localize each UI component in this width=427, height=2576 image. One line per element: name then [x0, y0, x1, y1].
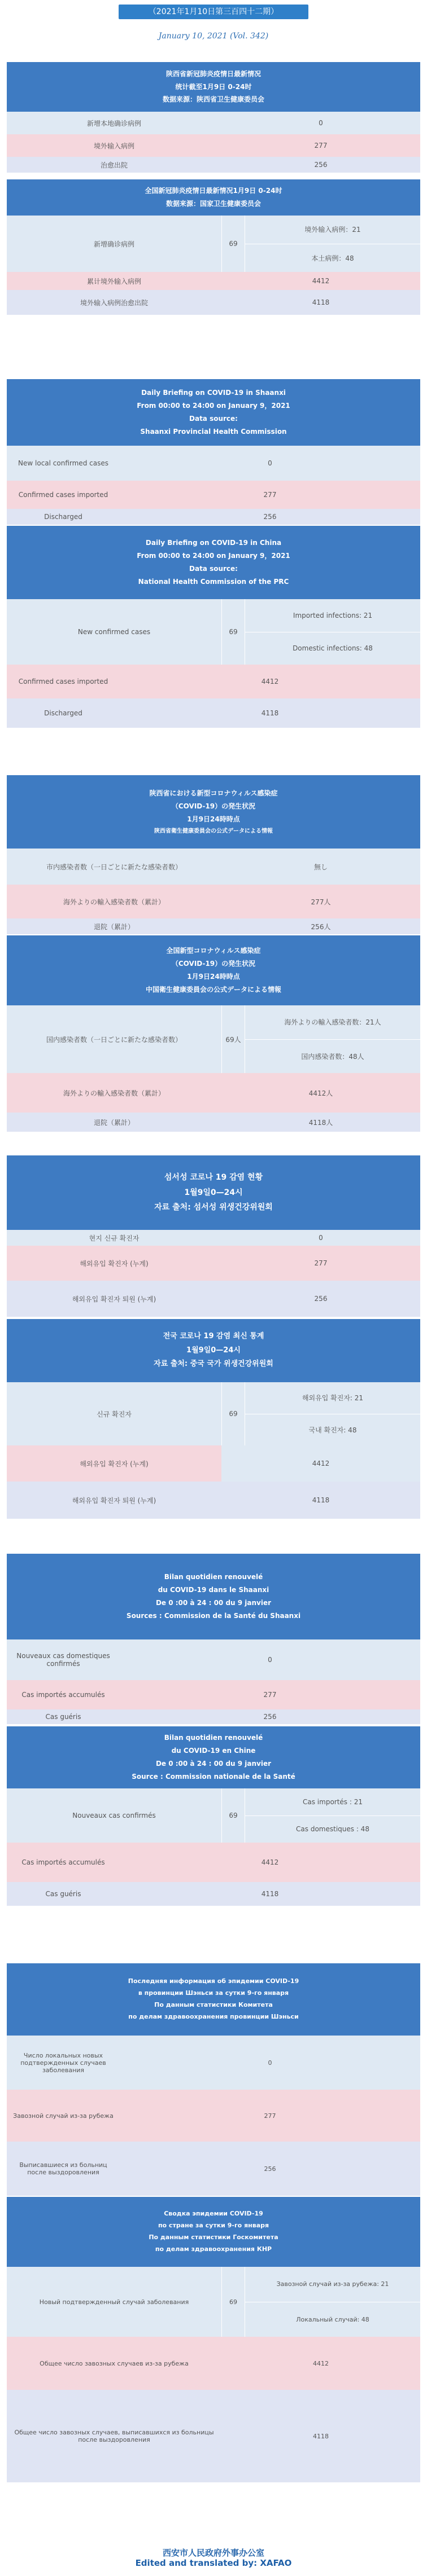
sub-value: 해외유입 확진자: 21: [302, 1394, 364, 1403]
row-label: Выписавшиеся из больниц после выздоровления: [19, 2161, 107, 2176]
zh-national-section: [7, 179, 420, 315]
row-label: Discharged: [44, 709, 82, 717]
table-row: [7, 918, 420, 934]
row-count: 69人: [221, 1005, 245, 1073]
row-value: 4412: [312, 277, 330, 285]
footer-credit: Edited and translated by: XAFAO: [135, 2558, 292, 2568]
table-row: [7, 1788, 420, 1843]
table-row: [7, 599, 420, 665]
row-value: 256: [263, 1713, 277, 1721]
row-label: Число локальных новых подтвержденных случаев заболевания: [20, 2051, 106, 2074]
banner-line: 统计截至1月9日 0-24时: [175, 82, 252, 91]
table-row: [7, 1639, 420, 1680]
banner-line: 1월9일0—24시: [186, 1346, 241, 1355]
table-row: [7, 2390, 420, 2482]
row-label: New local confirmed cases: [18, 459, 108, 467]
table-row: [7, 157, 420, 173]
row-label: Завозной случай из-за рубежа: [13, 2112, 114, 2120]
sub-value: 本土病例：48: [245, 244, 420, 272]
row-value: 277: [263, 1691, 277, 1699]
banner-line: 1月9日24時時点: [187, 973, 240, 981]
zh-shaanxi-section: [7, 62, 420, 173]
row-value: 256: [264, 2165, 276, 2173]
banner-line: From 00:00 to 24:00 on January 9，2021: [137, 552, 290, 560]
row-count: 69: [221, 2267, 245, 2337]
row-value: 0: [319, 1234, 323, 1242]
row-label: 国内感染者数（一日ごとに新たな感染者数）: [46, 1035, 182, 1044]
table-row: [7, 2142, 420, 2196]
table-row: [7, 272, 420, 290]
banner-line: Sources : Commission de la Santé du Shaanxi: [126, 1611, 301, 1620]
row-value: 256: [263, 513, 277, 521]
table-row: [7, 849, 420, 885]
banner-line: 全国新型コロナウィルス感染症: [166, 947, 261, 955]
en-shaanxi-section: [7, 379, 420, 525]
row-label: New confirmed cases: [77, 628, 151, 636]
row-value: 0: [268, 2059, 272, 2067]
banner-line: 자료 출처: 섬서성 위생건강위원회: [154, 1203, 273, 1212]
banner-line: Bilan quotidien renouvelé: [164, 1734, 263, 1742]
banner-line: Shaanxi Provincial Health Commission: [140, 427, 287, 436]
section-banner: [7, 526, 420, 599]
row-label: Confirmed cases imported: [18, 678, 108, 685]
row-label: 신규 확진자: [97, 1410, 132, 1418]
row-value: 0: [268, 1656, 272, 1664]
banner-line: 자료 출처: 중국 국가 위생건강위원회: [154, 1360, 273, 1369]
row-count: 69: [221, 599, 245, 665]
fr-national-section: [7, 1726, 420, 1906]
row-label: Cas importés accumulés: [21, 1691, 105, 1699]
banner-line: в провинции Шэньси за сутки 9-го января: [138, 1989, 289, 1997]
table-row: [7, 112, 420, 134]
banner-line: （COVID-19）の発生状況: [171, 802, 256, 811]
table-row: [7, 1882, 420, 1906]
row-value: 4412: [313, 2359, 329, 2367]
section-banner: [7, 1155, 420, 1230]
section-banner: [7, 1726, 420, 1788]
table-row: [7, 481, 420, 509]
table-row: [7, 1246, 420, 1281]
row-value: 4118: [313, 2432, 329, 2440]
row-label: 境外输入病例: [93, 142, 134, 150]
row-value: 0: [319, 119, 323, 127]
row-label: Общее число завозных случаев из-за рубежа: [40, 2359, 189, 2367]
table-row: [7, 1281, 420, 1317]
row-value: 277: [314, 142, 328, 150]
row-label: 累计境外输入病例: [86, 277, 141, 285]
table-row: [7, 2036, 420, 2090]
ja-national-section: [7, 935, 420, 1132]
row-value: 256: [314, 161, 328, 169]
ru-shaanxi-section: [7, 1963, 420, 2196]
row-label: 境外输入病例治愈出院: [80, 298, 148, 307]
table-row: [7, 134, 420, 157]
row-label: Discharged: [44, 513, 82, 521]
table-row: [7, 1680, 420, 1709]
table-row: [7, 216, 420, 272]
table-row: [7, 509, 420, 525]
row-value: 4412人: [308, 1089, 333, 1097]
row-count: 69: [221, 1382, 245, 1445]
section-banner: [7, 775, 420, 849]
table-row: [7, 446, 420, 481]
row-label: 해외유입 확진자 (누계): [80, 1460, 149, 1468]
sub-value: 境外输入病例：21: [304, 226, 361, 234]
row-label: 해외유입 확진자 (누계): [80, 1259, 149, 1268]
banner-line: Последняя информация об эпидемии COVID-19: [128, 1977, 299, 1985]
row-label: 해외유입 확진자 퇴원 (누계): [72, 1295, 156, 1303]
table-row: [7, 2337, 420, 2390]
banner-line: De 0 :00 à 24 : 00 du 9 janvier: [155, 1599, 272, 1607]
banner-line: Data source:: [189, 415, 238, 423]
row-value: 4118: [312, 1496, 330, 1504]
row-value: 4118: [261, 709, 279, 717]
row-label: Cas importés accumulés: [21, 1858, 105, 1866]
banner-line: （COVID-19）の発生状況: [171, 960, 256, 968]
row-value: 4412: [261, 678, 279, 685]
row-label: 현지 신규 확진자: [89, 1234, 140, 1242]
table-row: [7, 1073, 420, 1113]
table-row: [7, 1382, 420, 1445]
row-label: 新增确诊病例: [93, 240, 134, 248]
sub-value: Cas importés : 21: [303, 1797, 363, 1806]
sub-value: 国内感染者数：48人: [245, 1039, 420, 1074]
banner-line: 陕西省における新型コロナウィルス感染症: [149, 789, 278, 798]
table-row: [7, 1113, 420, 1132]
banner-line: По данным статистики Комитета: [154, 2001, 273, 2008]
sub-value: Domestic infections: 48: [245, 632, 420, 665]
row-label: Cas guéris: [45, 1890, 81, 1898]
table-row: [7, 1230, 420, 1246]
banner-line: du COVID-19 dans le Shaanxi: [158, 1586, 269, 1594]
row-label: Общее число завозных случаев, выписавшихся из больницы после выздоровления: [14, 2429, 214, 2443]
row-value: 0: [268, 459, 272, 467]
row-label: 海外よりの輸入感染者数（累計）: [63, 898, 165, 906]
table-row: [7, 1445, 420, 1482]
table-row: [7, 1005, 420, 1073]
banner-line: 陝西省衛生健康委員会の公式データによる情報: [154, 828, 273, 834]
banner-line: 1월9일0—24시: [184, 1188, 243, 1197]
ko-shaanxi-section: [7, 1155, 420, 1317]
banner-line: National Health Commission of the PRC: [138, 577, 289, 586]
table-row: [7, 2090, 420, 2142]
sub-value: 국내 확진자: 48: [245, 1414, 420, 1446]
row-count: 69: [221, 1788, 245, 1843]
row-value: 4412: [261, 1858, 279, 1866]
banner-line: Source : Commission nationale de la Santé: [132, 1772, 295, 1781]
fr-shaanxi-section: [7, 1554, 420, 1724]
table-row: [7, 1843, 420, 1882]
row-value: 277: [314, 1259, 328, 1267]
row-label: Nouveaux cas domestiques confirmés: [16, 1652, 110, 1668]
banner-line: From 00:00 to 24:00 on January 9，2021: [137, 402, 290, 410]
table-row: [7, 698, 420, 728]
banner-line: 全国新冠肺炎疫情日最新情况1月9日 0-24时: [145, 187, 282, 195]
ja-shaanxi-section: [7, 775, 420, 934]
row-label: Новый подтвержденный случай заболевания: [39, 2298, 189, 2306]
table-row: [7, 1482, 420, 1519]
table-row: [7, 885, 420, 918]
section-banner: [7, 2197, 420, 2267]
banner-line: Daily Briefing on COVID-19 in China: [145, 539, 282, 547]
issue-subtitle: January 10, 2021 (Vol. 342): [158, 32, 269, 41]
banner-line: De 0 :00 à 24 : 00 du 9 janvier: [155, 1760, 272, 1768]
table-row: [7, 665, 420, 698]
sub-value: Завозной случай из-за рубежа: 21: [276, 2280, 389, 2288]
banner-line: 1月9日24時時点: [187, 815, 240, 823]
banner-line: По данным статистики Госкомитета: [149, 2234, 278, 2241]
banner-line: Daily Briefing on COVID-19 in Shaanxi: [141, 389, 286, 397]
row-label: 退院（累計）: [93, 922, 134, 931]
table-row: [7, 2267, 420, 2337]
row-label: Confirmed cases imported: [18, 491, 108, 499]
row-label: Cas guéris: [45, 1713, 81, 1721]
section-banner: [7, 1963, 420, 2036]
banner-line: 섬서성 코로나 19 감염 현황: [164, 1173, 263, 1183]
row-count: 69: [221, 216, 245, 272]
row-value: 277: [263, 491, 277, 499]
sub-value: Локальный случай: 48: [245, 2302, 420, 2337]
row-label: 海外よりの輸入感染者数（累計）: [63, 1089, 165, 1097]
row-label: 退院（累計）: [93, 1118, 134, 1127]
row-label: 治愈出院: [100, 161, 128, 169]
row-value: 256: [314, 1295, 328, 1303]
banner-line: по делам здравоохранения КНР: [155, 2245, 272, 2253]
row-value: 4118人: [308, 1118, 333, 1127]
section-banner: [7, 1554, 420, 1639]
banner-line: 陕西省新冠肺炎疫情日最新情况: [165, 69, 261, 78]
banner-line: 中国衛生健康委員会の公式データによる情報: [145, 985, 281, 994]
issue-badge: （2021年1月10日第三百四十二期）: [119, 5, 308, 19]
sub-value: Cas domestiques : 48: [245, 1815, 420, 1843]
banner-line: Data source:: [189, 565, 238, 573]
row-value: 277人: [311, 898, 331, 906]
banner-line: 数据来源：陕西省卫生健康委员会: [162, 95, 264, 104]
row-value: 277: [264, 2112, 276, 2120]
table-row: [7, 290, 420, 315]
banner-line: Сводка эпидемии COVID-19: [164, 2210, 263, 2218]
table-row: [7, 1709, 420, 1724]
row-label: 해외유입 확진자 퇴원 (누계): [72, 1496, 156, 1505]
sub-value: 海外よりの輸入感染者数：21人: [284, 1018, 381, 1027]
section-banner: [7, 179, 420, 216]
banner-line: по делам здравоохранения провинции Шэньси: [128, 2012, 299, 2020]
row-value: 4412: [221, 1445, 420, 1482]
banner-line: по стране за сутки 9-го января: [158, 2222, 269, 2230]
banner-line: 数据来源：国家卫生健康委员会: [165, 200, 261, 208]
footer-office: 西安市人民政府外事办公室: [162, 2548, 264, 2558]
sub-value: Imported infections: 21: [293, 611, 373, 619]
row-label: 新增本地确诊病例: [86, 119, 141, 128]
en-national-section: [7, 526, 420, 728]
row-value: 4118: [312, 298, 330, 306]
row-value: 4118: [261, 1890, 279, 1898]
row-label: 市内感染者数（一日ごとに新たな感染者数）: [46, 863, 182, 871]
section-banner: [7, 1319, 420, 1382]
row-value: 256人: [311, 922, 331, 931]
section-banner: [7, 62, 420, 112]
ko-national-section: [7, 1319, 420, 1519]
banner-line: du COVID-19 en Chine: [171, 1747, 256, 1755]
section-banner: [7, 379, 420, 446]
ru-national-section: [7, 2197, 420, 2482]
row-label: Nouveaux cas confirmés: [72, 1812, 156, 1819]
banner-line: 전국 코로나 19 감염 최신 통계: [163, 1331, 264, 1340]
row-value: 無し: [313, 863, 328, 871]
banner-line: Bilan quotidien renouvelé: [164, 1573, 263, 1581]
section-banner: [7, 935, 420, 1005]
